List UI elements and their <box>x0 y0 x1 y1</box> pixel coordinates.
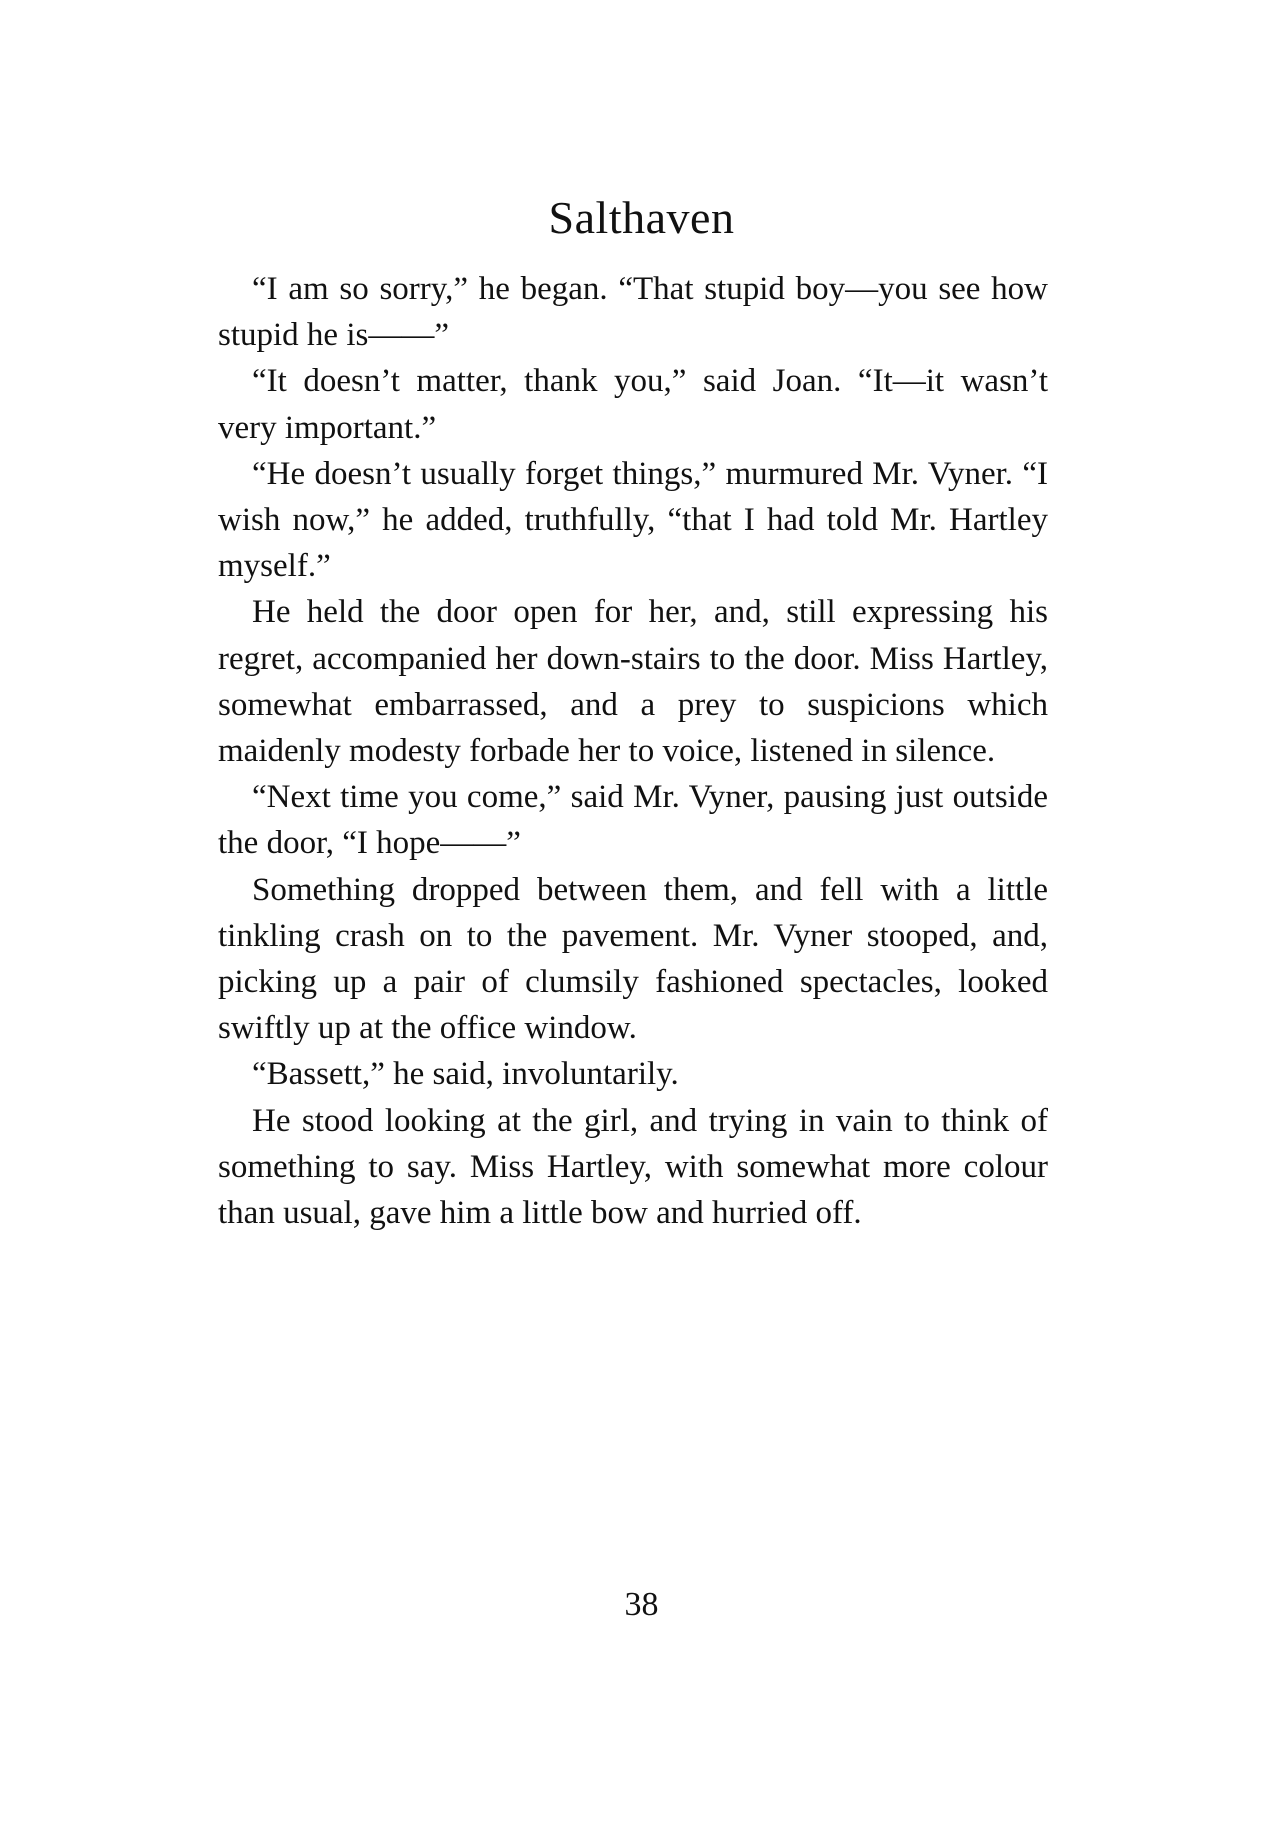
paragraph: “Next time you come,” said Mr. Vyner, pausing just outside the door, “I hope——” <box>218 779 1048 862</box>
paragraph: “It doesn’t matter, thank you,” said Joan. “It—it wasn’t very important.” <box>218 363 1048 446</box>
paragraph: “I am so sorry,” he began. “That stupid boy—you see how stupid he is——” <box>218 271 1048 354</box>
paragraph: “He doesn’t usually forget things,” murmured Mr. Vyner. “I wish now,” he added, truthfully, “that I had told Mr. Hartley myself.” <box>218 455 1048 585</box>
paragraph: Something dropped between them, and fell with a little tinkling crash on to the pavement. Mr. Vyner stooped, and, picking up a pair of clumsily fashioned spectacles, looked swiftly up at the office window. <box>218 871 1048 1047</box>
running-head: Salthaven <box>548 192 735 243</box>
paragraph: “Bassett,” he said, involuntarily. <box>252 1056 679 1093</box>
paragraph: He stood looking at the girl, and trying in vain to think of something to say. Miss Hartley, with somewhat more colour than usual, gave him a little bow and hurried off. <box>218 1102 1048 1232</box>
paragraph: He held the door open for her, and, still expressing his regret, accompanied her down-stairs to the door. Miss Hartley, somewhat embarrassed, and a prey to suspicions which maidenly modesty forbade her to voice, listened in silence. <box>218 594 1048 770</box>
page-number: 38 <box>624 1586 659 1623</box>
body-text <box>218 266 1048 1236</box>
